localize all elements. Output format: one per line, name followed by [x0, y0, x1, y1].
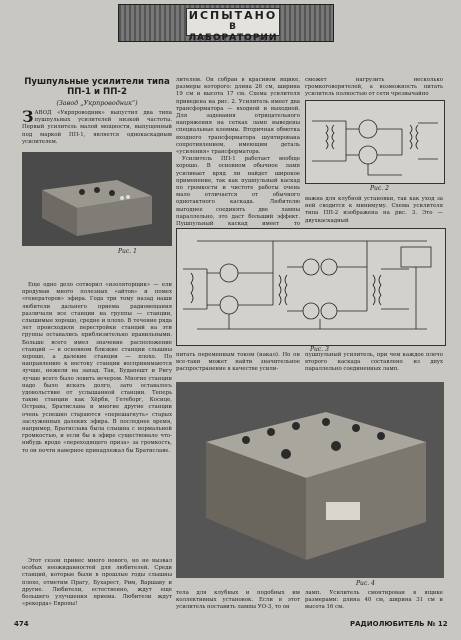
column-3-paragraph-3: пушпульный усилитель, при чем каждое плечо второго каскада составлено из двух параллельно соединенных ламп. — [305, 352, 443, 373]
column-1-intro — [22, 107, 172, 150]
schematic-figure-2 — [305, 100, 445, 184]
column-3-mid — [305, 196, 443, 226]
column-1-end — [22, 558, 172, 614]
amplifier-photo-2 — [176, 382, 444, 578]
intro-text: АВОД «Укрпроводник» выпустил два типа пушпульных усилителей низкой частоты. Первый усилитель малой мощности, выпущенный под маркой ПП-1, является однокаскадным усилителем. — [22, 110, 172, 145]
column-2-paragraph-2: Усилитель ПП-1 работает вообще хорошо. В основном обычное ламп усиливает вряд ли найдет широкое применение, так как пушпульный каскад по громкости и чистоте работы очень мало отличается от обычного однотактного каскада. Любителю выгоднее соединять две лампы параллельно, это даст больший эффект. Пушпульный каскад имеет то — [176, 156, 300, 228]
figure-1-caption: Рис. 1 — [118, 248, 137, 255]
figure-3-caption: Рис. 3 — [310, 346, 329, 353]
column-3-top — [305, 77, 443, 99]
header-line2: В ЛАБОРАТОРИИ — [188, 22, 278, 43]
column-3-lower — [305, 352, 443, 380]
header-line1: ИСПЫТАНО — [188, 9, 278, 22]
column-3-paragraph-2: важна для клубной установки, так как уход за ней сводится к минимуму. Схема усилителя типа ПП-2 изображена на рис. 3. Это — двухкаскадный — [305, 196, 443, 224]
article-title: Пушпульные усилители типа ПП-1 и ПП-2 — [24, 77, 170, 97]
section-header — [186, 8, 280, 43]
page-number: 474 — [14, 620, 29, 628]
column-1-lower — [22, 282, 172, 558]
magazine-name: РАДИОЛЮБИТЕЛЬ № 12 — [350, 620, 448, 628]
column-2-paragraph-1: лителем. Он собран в красивом ящике, размеры которого: длина 26 см, ширина 19 см и высота 17 см. Схема усилителя приведена на рис. 2. Усилитель имеет два трансформатора — входной и выходной. Для задевания отрицательного напряжения на сетках ламп выведены специальные клеммы. Вторичная обмотка входного трансформатора шунтирована сопротивлением, имеющим деталь «усиления» трансформатора. — [176, 77, 300, 156]
figure-2-caption: Рис. 2 — [370, 185, 389, 192]
column-1-paragraph-3: Этот сезон принес много нового, но не вызвал особых неожиданностей для любителей. Среди станций, которые были в прошлые годы слышны плохо, отметим Прагу, Бухарест, Рим, Варшаву и другие. Любители, естественно, ждут еще большего улучшения приема. Любители ждут «рекорда» Европы! — [22, 558, 172, 608]
column-2-lower — [176, 352, 300, 380]
column-2-top — [176, 77, 300, 228]
column-3-paragraph-4: ламп. Усилитель смонтирован в ящике размерами: длина 40 см, ширина 31 см и высота 16 см. — [305, 590, 443, 611]
column-3-end — [305, 590, 443, 616]
dropcap: З — [22, 107, 34, 126]
column-1-paragraph-2: Еще одно дело сотворил «изоляторщик» — ели продумав много полезных «айтов» и помех «генераторов» эфира. Года три тому назад наши любители дальнего приема радиовещания различали все станции на группы — станции, слышимые хорошо, средне и плохо. В течение ряда лет происходили перестройки станций на эти группы оставались приблизительно правильными. Больше всего имел значение расположение станций — в основном близкие станции слышны хорошо, а далекие станции — плохо. По направлению к востоку станции воспринимаются лучше, нежели на запад. Так, Будапешт и Ригу лучше всего было ловить вечером. Многие станции надо было искать долго, зато оставалось удовольствие от услышанной станции. Теперь такие станции как Хёрби, Гетеборг, Косице, Острава, Братислава и многие другие станции очень успешно стараются «перешагнуть» старых заслуженных далеких эфира. В последнее время, например, Братислава была слышна с нормальной громкостью, и если бы в эфире существовало что-нибудь вроде «переходящего приза» за громкость, то он почти наверное принадлежал бы Братиславе. — [22, 282, 172, 454]
figure-4-caption: Рис. 4 — [356, 580, 375, 587]
article-subtitle: (Завод „Укрпроводник“) — [56, 99, 138, 107]
column-2-paragraph-3: питать переменным током (накал). Но он все-таки может найти значительное распространение в качестве усили- — [176, 352, 300, 373]
amplifier-photo-1 — [22, 152, 172, 246]
column-2-end — [176, 590, 300, 616]
schematic-figure-3 — [176, 228, 446, 346]
column-3-paragraph-1: сможет нагрузить несколько громкоговорителей, а возможность питать усилитель полностью от сети чрезвычайно — [305, 77, 443, 98]
column-2-paragraph-4: тела для клубных и подобных им коллективных установок. Если в этот усилитель поставить лампы УО-3, то он — [176, 590, 300, 611]
